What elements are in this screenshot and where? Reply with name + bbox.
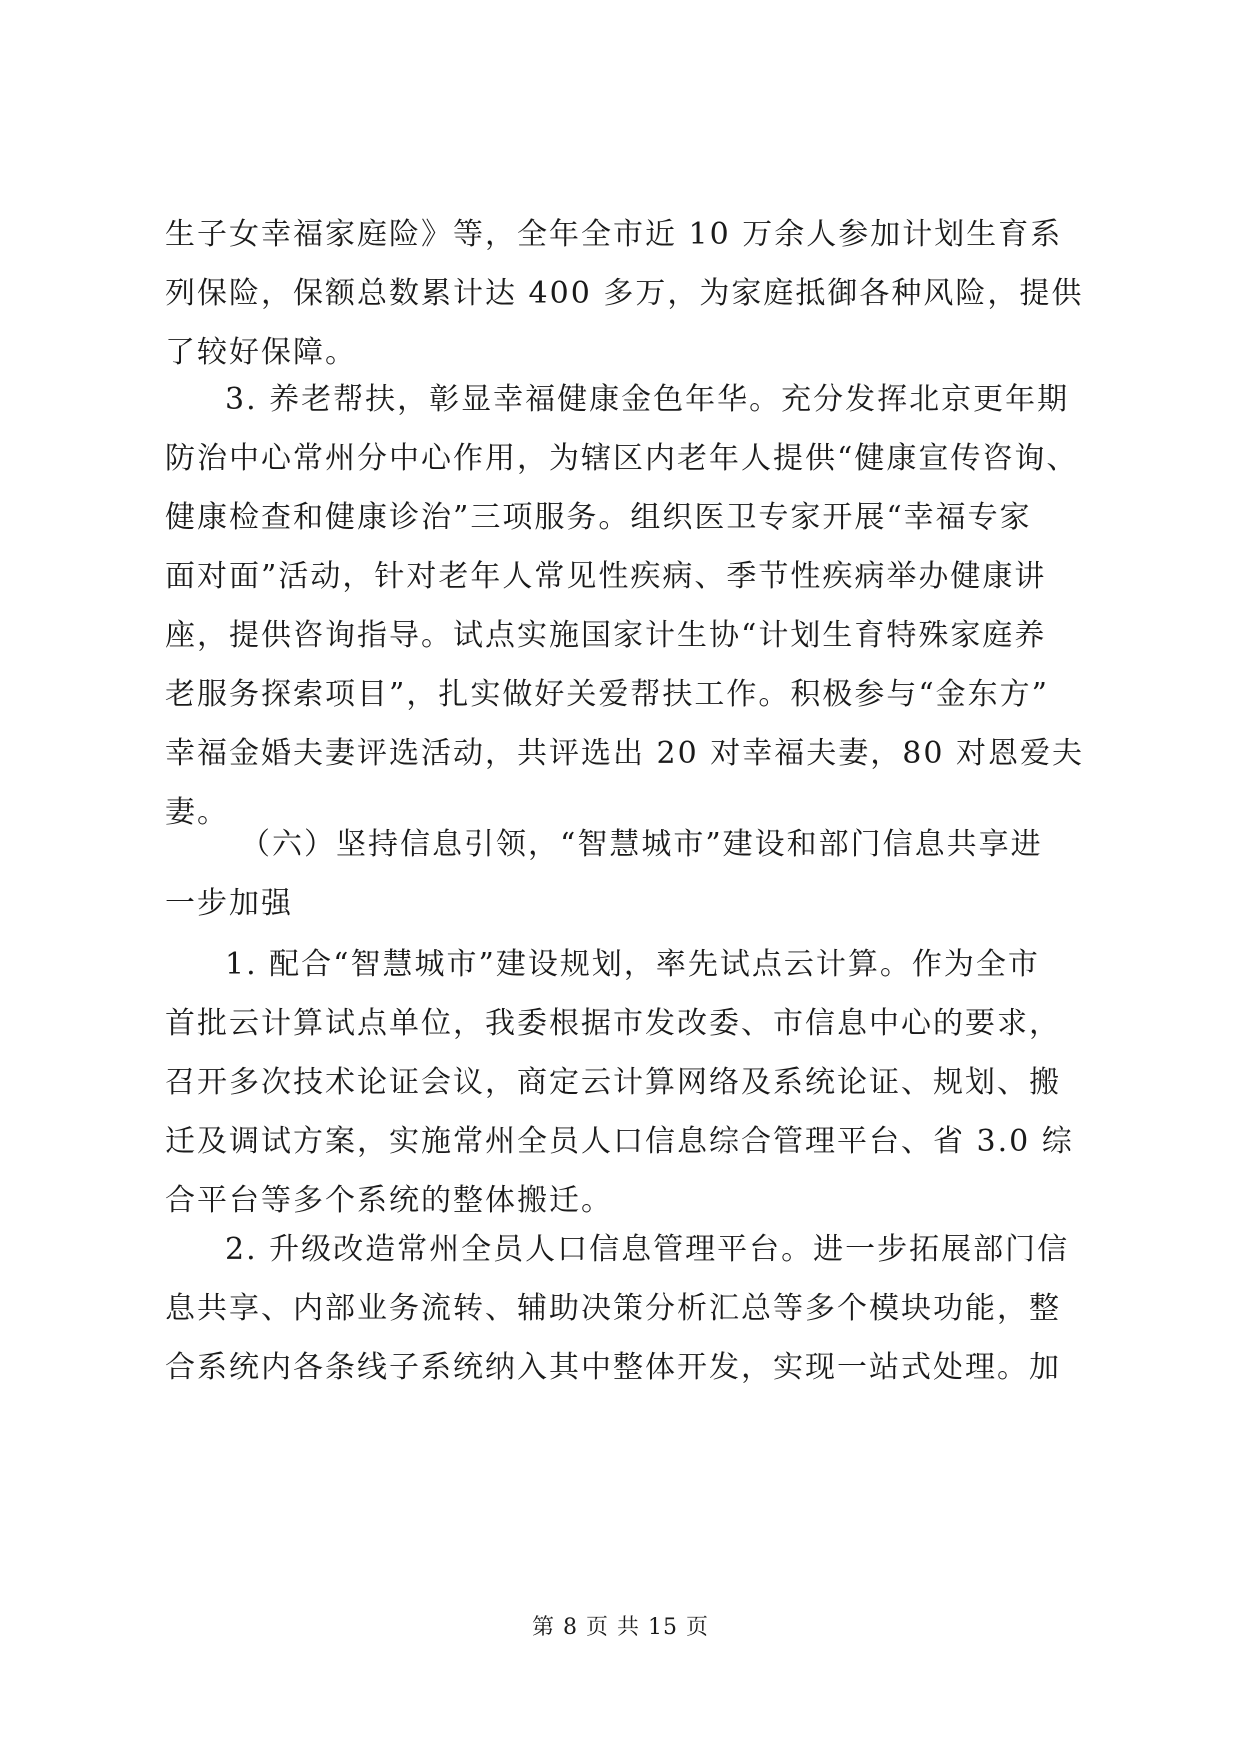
text-line: 幸福金婚夫妻评选活动，共评选出 20 对幸福夫妻，80 对恩爱夫	[165, 736, 1084, 771]
text-line: 合系统内各条线子系统纳入其中整体开发，实现一站式处理。加	[165, 1350, 1061, 1385]
heading-line: （六）坚持信息引领，“智慧城市”建设和部门信息共享进	[240, 827, 1043, 862]
paragraph-platform-upgrade	[165, 1220, 1080, 1397]
heading-line: 一步加强	[165, 886, 293, 921]
paragraph-continued	[165, 205, 1084, 382]
section-heading-6	[165, 815, 1080, 933]
text-line: 息共享、内部业务流转、辅助决策分析汇总等多个模块功能，整	[165, 1291, 1061, 1326]
text-line: 首批云计算试点单位，我委根据市发改委、市信息中心的要求，	[165, 1006, 1061, 1041]
text-line: 3. 养老帮扶，彰显幸福健康金色年华。充分发挥北京更年期	[225, 382, 1070, 417]
text-line: 妻。	[165, 795, 229, 830]
text-line: 座，提供咨询指导。试点实施国家计生协“计划生育特殊家庭养	[165, 618, 1047, 653]
text-line: 面对面”活动，针对老年人常见性疾病、季节性疾病举办健康讲	[165, 559, 1047, 594]
page-number-footer: 第 8 页 共 15 页	[532, 1615, 709, 1640]
paragraph-elderly-support	[165, 370, 1084, 842]
text-line: 生子女幸福家庭险》等，全年全市近 10 万余人参加计划生育系	[165, 217, 1063, 252]
text-line: 召开多次技术论证会议，商定云计算网络及系统论证、规划、搬	[165, 1065, 1061, 1100]
text-line: 老服务探索项目”，扎实做好关爱帮扶工作。积极参与“金东方”	[165, 677, 1050, 712]
text-line: 防治中心常州分中心作用，为辖区内老年人提供“健康宣传咨询、	[165, 441, 1079, 476]
text-line: 1. 配合“智慧城市”建设规划，率先试点云计算。作为全市	[225, 947, 1040, 982]
paragraph-cloud-computing	[165, 935, 1080, 1230]
text-line: 2. 升级改造常州全员人口信息管理平台。进一步拓展部门信	[225, 1232, 1070, 1267]
text-line: 列保险，保额总数累计达 400 多万，为家庭抵御各种风险，提供	[165, 276, 1084, 311]
text-line: 迁及调试方案，实施常州全员人口信息综合管理平台、省 3.0 综	[165, 1124, 1074, 1159]
text-line: 合平台等多个系统的整体搬迁。	[165, 1183, 613, 1218]
text-line: 了较好保障。	[165, 335, 357, 370]
text-line: 健康检查和健康诊治”三项服务。组织医卫专家开展“幸福专家	[165, 500, 1032, 535]
